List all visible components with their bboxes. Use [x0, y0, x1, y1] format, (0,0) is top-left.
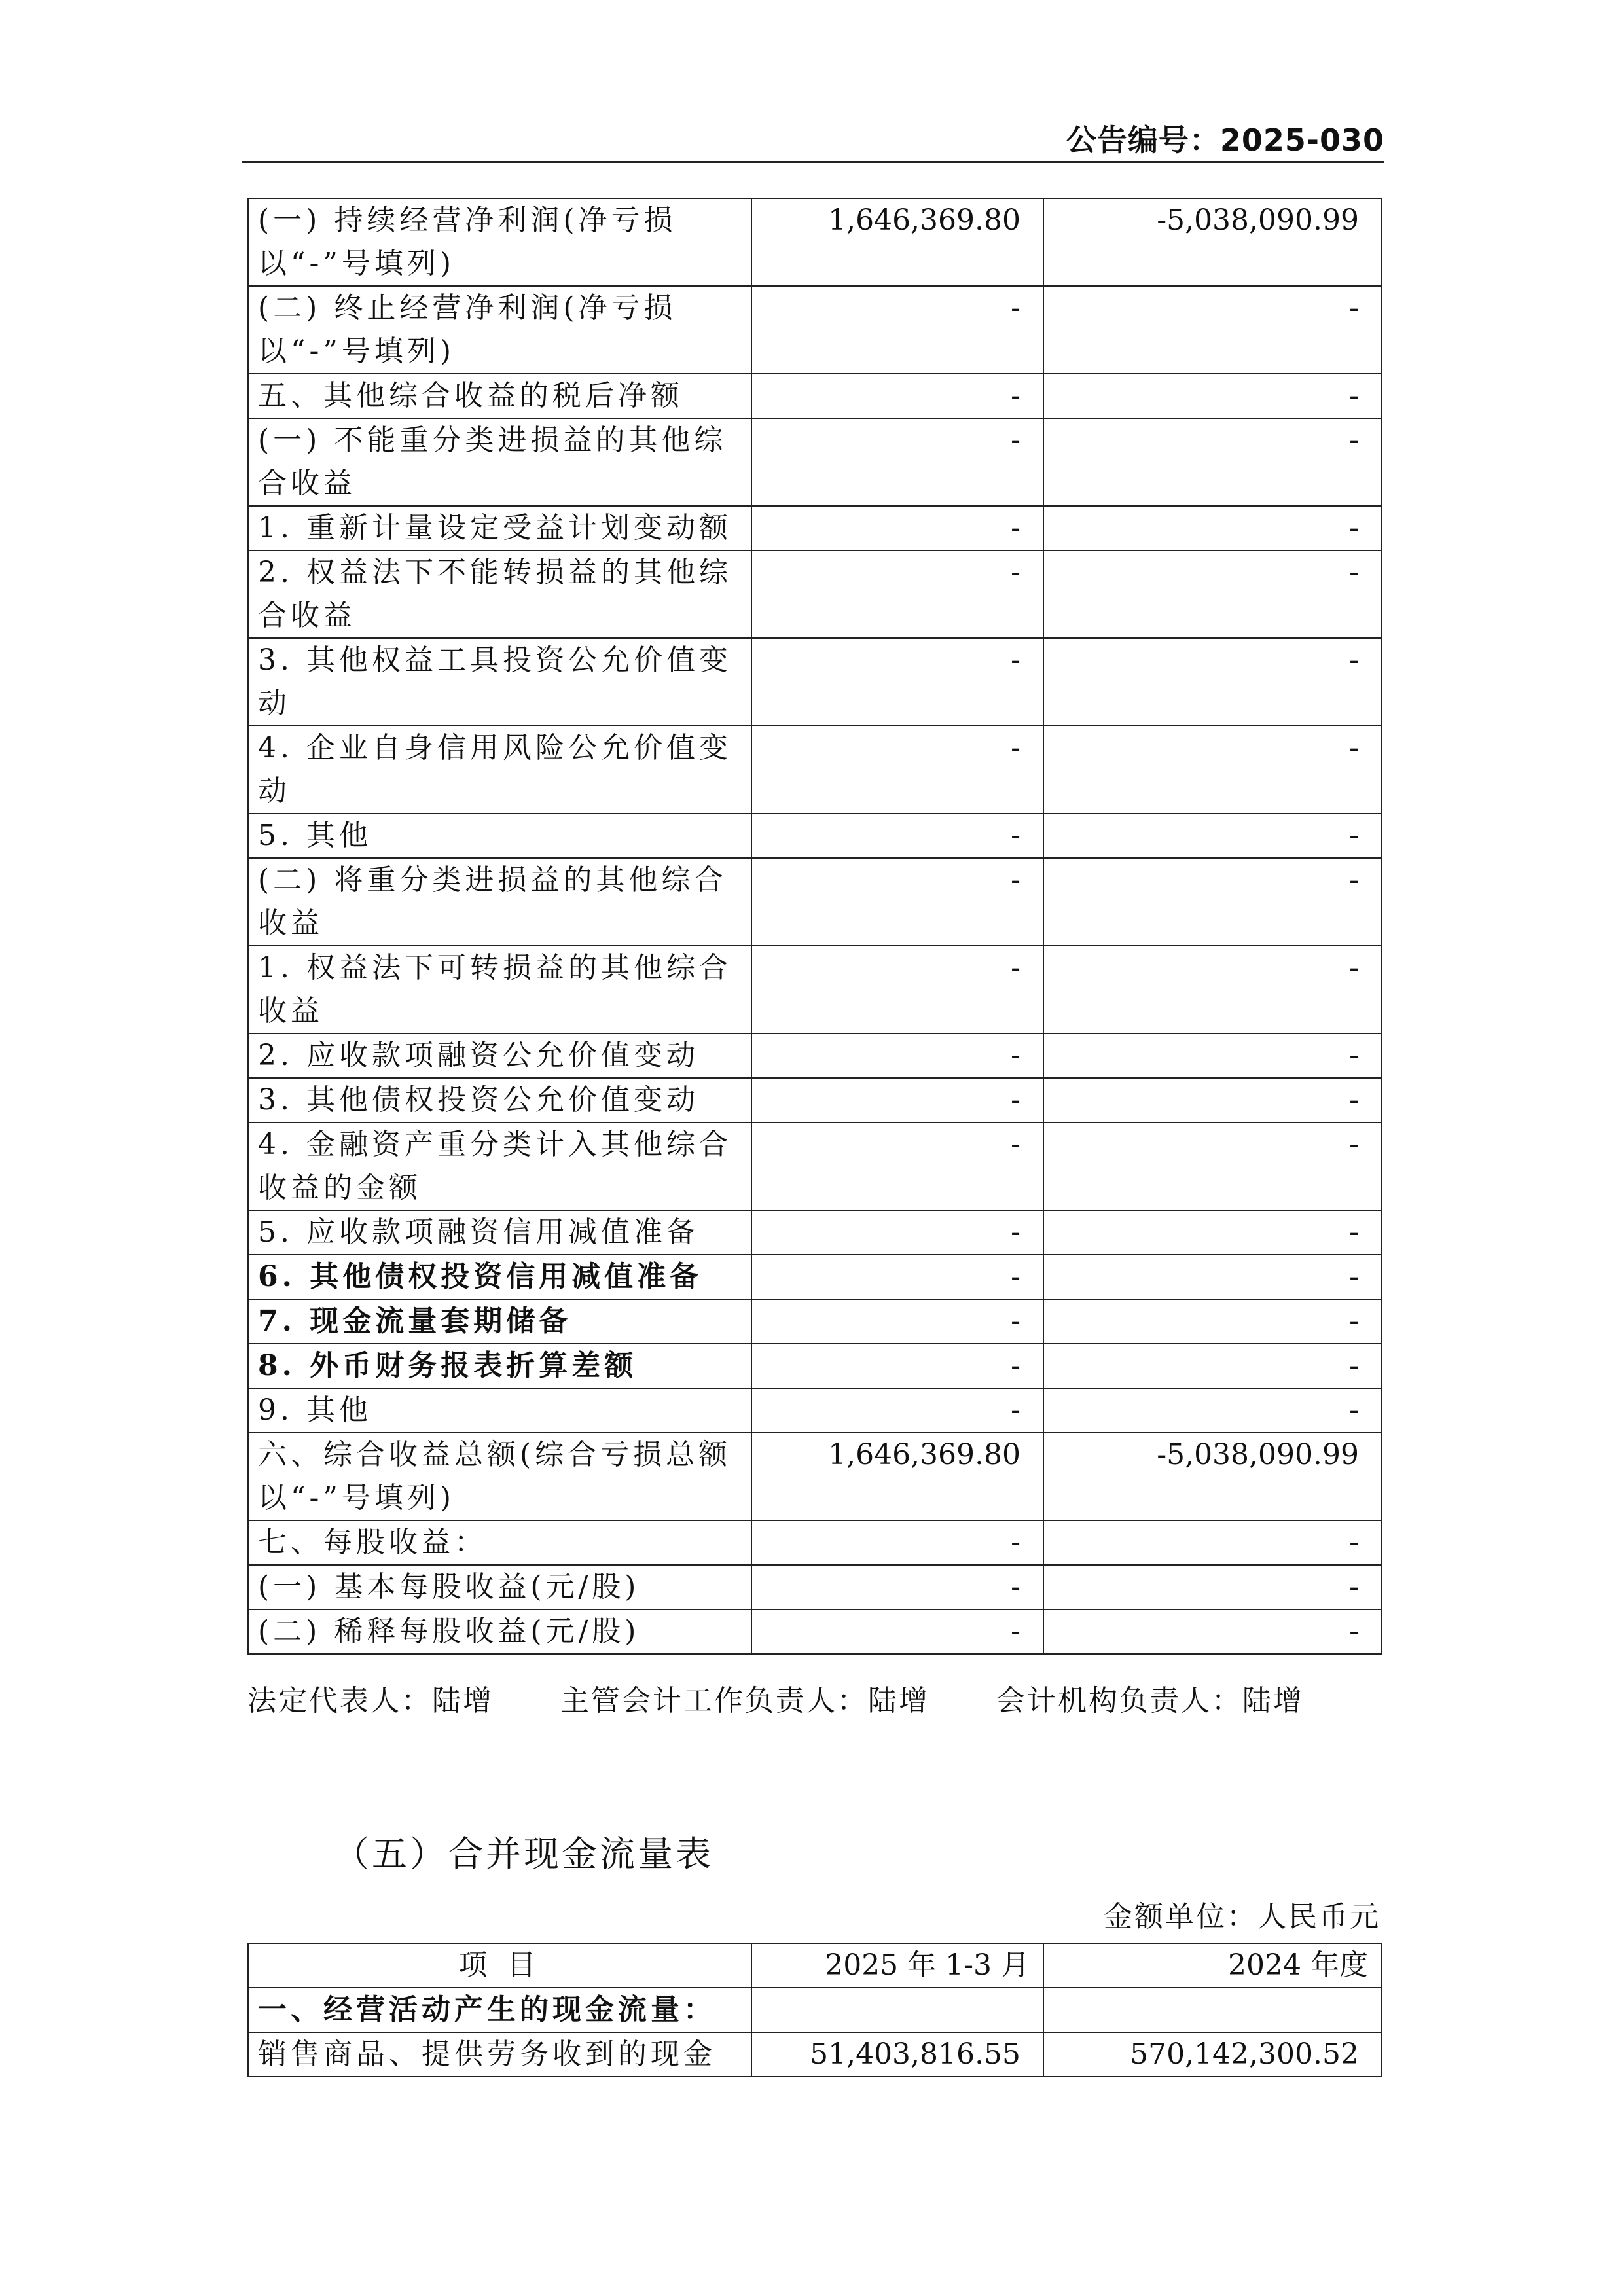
table-row — [248, 198, 1382, 286]
table-row — [248, 1299, 1382, 1344]
column-header-current: 2025 年 1-3 月 — [751, 1943, 1043, 1988]
table-row — [248, 1033, 1382, 1078]
row-label: 5. 其他 — [248, 814, 751, 858]
row-label: 5. 应收款项融资信用减值准备 — [248, 1210, 751, 1255]
prior-value: 570,142,300.52 — [1043, 2032, 1382, 2077]
prior-value: - — [1043, 1122, 1382, 1210]
currency-unit-note: 金额单位：人民币元 — [1104, 1900, 1380, 1933]
current-value: 1,646,369.80 — [751, 1433, 1043, 1520]
row-label: (二) 稀释每股收益(元/股) — [248, 1609, 751, 1654]
current-value: 51,403,816.55 — [751, 2032, 1043, 2077]
table-row — [248, 506, 1382, 550]
current-value: - — [751, 286, 1043, 374]
row-label: 一、经营活动产生的现金流量： — [248, 1988, 751, 2032]
table-row — [248, 1344, 1382, 1388]
prior-value: - — [1043, 1344, 1382, 1388]
current-value: - — [751, 506, 1043, 550]
row-label: 3. 其他债权投资公允价值变动 — [248, 1078, 751, 1122]
prior-value: - — [1043, 726, 1382, 814]
table-row — [248, 1433, 1382, 1520]
prior-value: - — [1043, 1565, 1382, 1609]
row-label: (二) 将重分类进损益的其他综合收益 — [248, 858, 751, 946]
row-label: 1. 权益法下可转损益的其他综合收益 — [248, 946, 751, 1033]
table-row — [248, 1565, 1382, 1609]
table-row — [248, 550, 1382, 638]
prior-value — [1043, 1988, 1382, 2032]
row-label: (一) 基本每股收益(元/股) — [248, 1565, 751, 1609]
signature-line: 法定代表人：陆增 主管会计工作负责人：陆增 会计机构负责人：陆增 — [247, 1684, 1304, 1717]
current-value: 1,646,369.80 — [751, 198, 1043, 286]
prior-value: - — [1043, 1520, 1382, 1565]
table-row — [248, 1078, 1382, 1122]
current-value: - — [751, 638, 1043, 726]
table-row — [248, 2032, 1382, 2077]
row-label: 3. 其他权益工具投资公允价值变动 — [248, 638, 751, 726]
table-row — [248, 1609, 1382, 1654]
current-value: - — [751, 1609, 1043, 1654]
row-label: (一) 不能重分类进损益的其他综合收益 — [248, 418, 751, 506]
row-label: (一) 持续经营净利润(净亏损以“-”号填列) — [248, 198, 751, 286]
prior-value: - — [1043, 1255, 1382, 1299]
prior-value: - — [1043, 1299, 1382, 1344]
cash-flow-section-title: （五）合并现金流量表 — [334, 1833, 713, 1874]
table-row — [248, 374, 1382, 418]
prior-value: - — [1043, 1388, 1382, 1433]
column-header-item: 项 目 — [248, 1943, 751, 1988]
prior-value: - — [1043, 858, 1382, 946]
row-label: 七、每股收益： — [248, 1520, 751, 1565]
announcement-number: 公告编号：2025-030 — [1066, 122, 1384, 158]
table-row — [248, 1122, 1382, 1210]
prior-value: - — [1043, 814, 1382, 858]
row-label: 8. 外币财务报表折算差额 — [248, 1344, 751, 1388]
prior-value: -5,038,090.99 — [1043, 198, 1382, 286]
header-divider — [242, 161, 1384, 163]
income-statement-table — [247, 198, 1382, 1655]
prior-value: - — [1043, 1033, 1382, 1078]
current-value: - — [751, 1033, 1043, 1078]
table-header-row — [248, 1943, 1382, 1988]
table-row — [248, 1255, 1382, 1299]
table-row — [248, 726, 1382, 814]
row-label: 4. 金融资产重分类计入其他综合收益的金额 — [248, 1122, 751, 1210]
current-value: - — [751, 550, 1043, 638]
prior-value: -5,038,090.99 — [1043, 1433, 1382, 1520]
table-row — [248, 1210, 1382, 1255]
current-value: - — [751, 1520, 1043, 1565]
table-row — [248, 1988, 1382, 2032]
row-label: 2. 权益法下不能转损益的其他综合收益 — [248, 550, 751, 638]
current-value: - — [751, 1299, 1043, 1344]
prior-value: - — [1043, 1609, 1382, 1654]
current-value: - — [751, 858, 1043, 946]
prior-value: - — [1043, 550, 1382, 638]
prior-value: - — [1043, 638, 1382, 726]
current-value: - — [751, 374, 1043, 418]
current-value: - — [751, 1078, 1043, 1122]
prior-value: - — [1043, 418, 1382, 506]
prior-value: - — [1043, 946, 1382, 1033]
current-value: - — [751, 418, 1043, 506]
table-row — [248, 1388, 1382, 1433]
table-row — [248, 638, 1382, 726]
row-label: 9. 其他 — [248, 1388, 751, 1433]
prior-value: - — [1043, 1078, 1382, 1122]
current-value: - — [751, 946, 1043, 1033]
current-value: - — [751, 1122, 1043, 1210]
table-row — [248, 1520, 1382, 1565]
column-header-prior: 2024 年度 — [1043, 1943, 1382, 1988]
table-row — [248, 946, 1382, 1033]
row-label: 2. 应收款项融资公允价值变动 — [248, 1033, 751, 1078]
current-value: - — [751, 814, 1043, 858]
table-row — [248, 418, 1382, 506]
current-value: - — [751, 726, 1043, 814]
row-label: 6. 其他债权投资信用减值准备 — [248, 1255, 751, 1299]
prior-value: - — [1043, 286, 1382, 374]
prior-value: - — [1043, 506, 1382, 550]
current-value: - — [751, 1210, 1043, 1255]
prior-value: - — [1043, 1210, 1382, 1255]
table-row — [248, 286, 1382, 374]
cash-flow-table — [247, 1943, 1382, 2077]
row-label: 4. 企业自身信用风险公允价值变动 — [248, 726, 751, 814]
row-label: 7. 现金流量套期储备 — [248, 1299, 751, 1344]
row-label: 1. 重新计量设定受益计划变动额 — [248, 506, 751, 550]
table-row — [248, 814, 1382, 858]
current-value — [751, 1988, 1043, 2032]
current-value: - — [751, 1344, 1043, 1388]
current-value: - — [751, 1255, 1043, 1299]
row-label: 六、综合收益总额(综合亏损总额以“-”号填列) — [248, 1433, 751, 1520]
current-value: - — [751, 1565, 1043, 1609]
row-label: 五、其他综合收益的税后净额 — [248, 374, 751, 418]
row-label: (二) 终止经营净利润(净亏损以“-”号填列) — [248, 286, 751, 374]
row-label: 销售商品、提供劳务收到的现金 — [248, 2032, 751, 2077]
table-row — [248, 858, 1382, 946]
current-value: - — [751, 1388, 1043, 1433]
prior-value: - — [1043, 374, 1382, 418]
